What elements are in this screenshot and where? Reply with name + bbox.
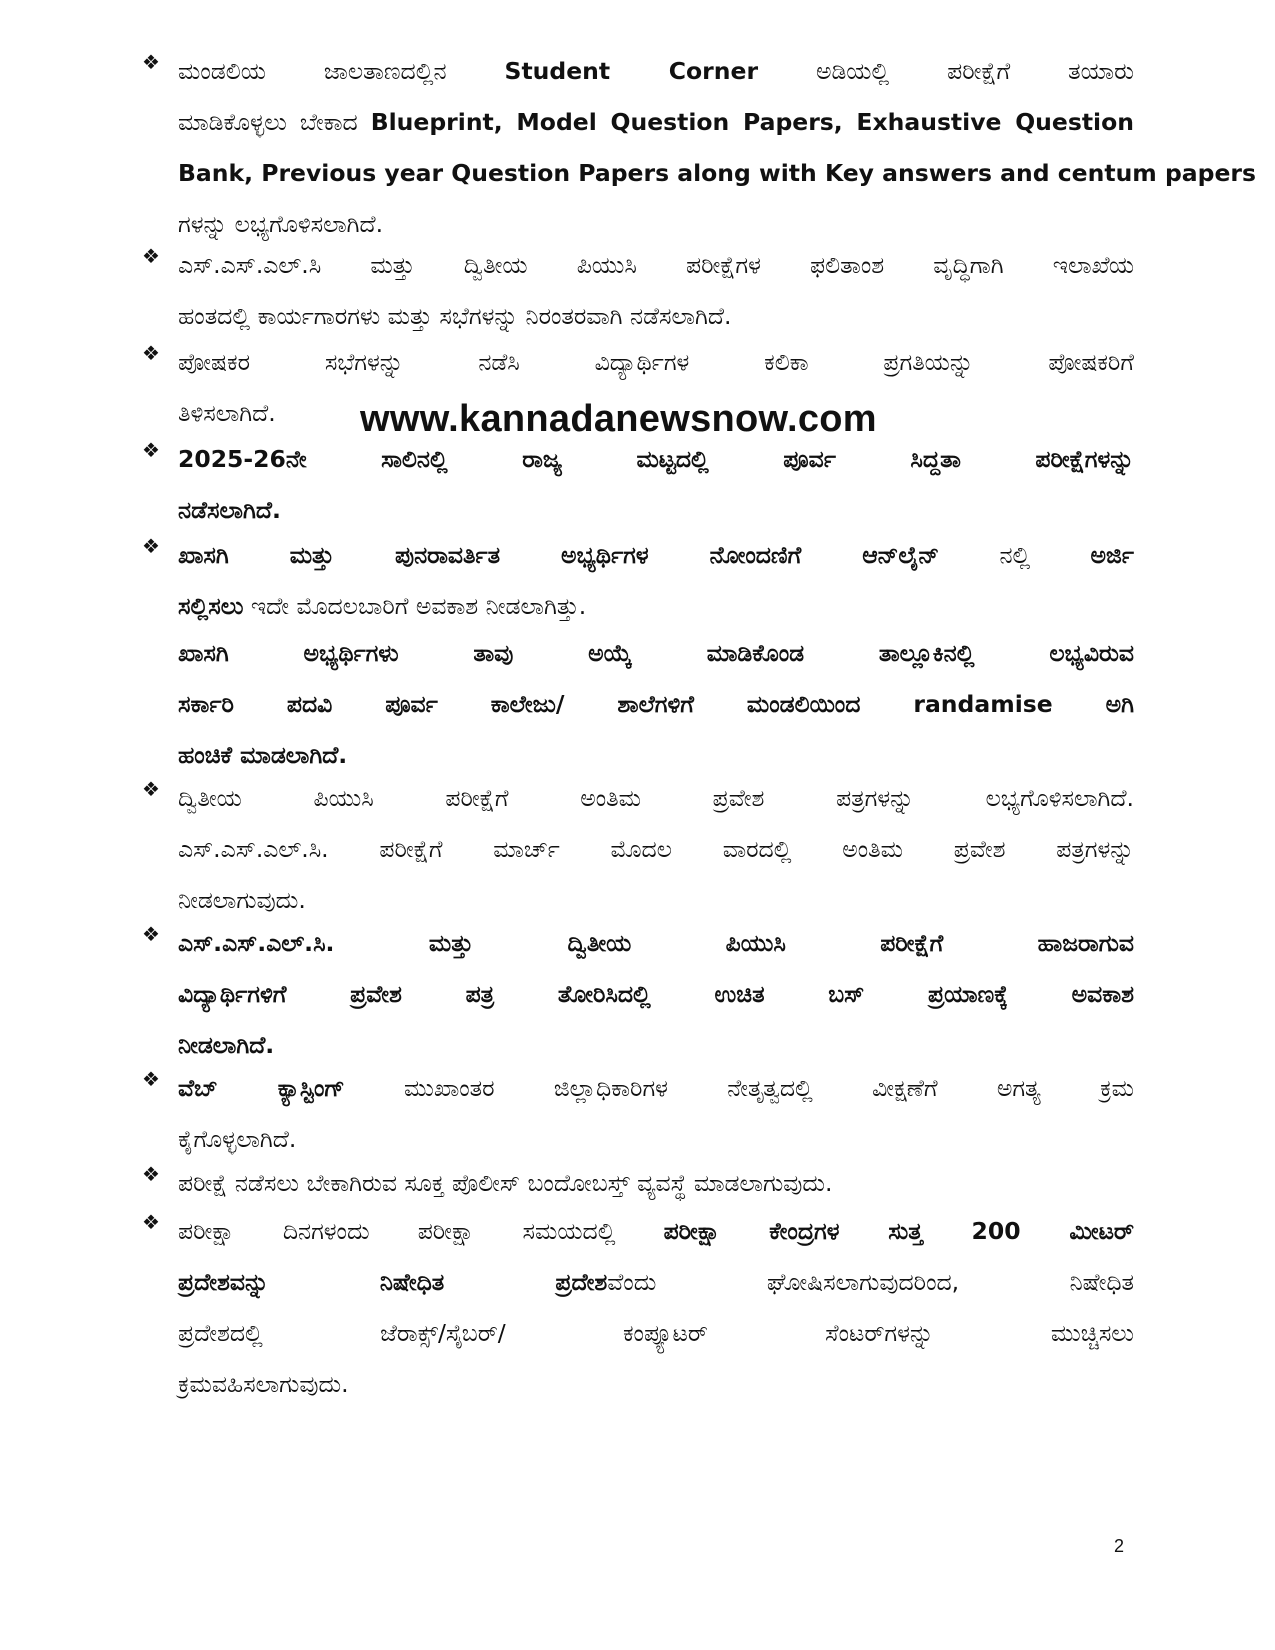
bold-text: ಖಾಸಗಿ ಮತ್ತು ಪುನರಾವರ್ತಿತ ಅಭ್ಯರ್ಥಿಗಳ ನೋಂದಣಿಗೆ ಆನ್‌ಲೈನ್	[178, 541, 940, 569]
text-run: ಕೈಗೊಳ್ಳಲಾಗಿದೆ.	[178, 1125, 297, 1153]
text-line	[178, 1158, 1134, 1209]
text-line	[178, 240, 1134, 291]
text-run: ಮಂಡಲಿಯ ಜಾಲತಾಣದಲ್ಲಿನ	[178, 57, 505, 85]
bold-text: ಸಲ್ಲಿಸಲು	[178, 592, 244, 620]
bold-text: ನಡೆಸಲಾಗಿದೆ.	[178, 496, 281, 524]
text-run: ಪೋಷಕರ ಸಭೆಗಳನ್ನು ನಡೆಸಿ ವಿದ್ಯಾರ್ಥಿಗಳ ಕಲಿಕಾ ಪ್ರಗತಿಯನ್ನು ಪೋಷಕರಿಗೆ	[178, 348, 1134, 376]
watermark: www.kannadanewsnow.com	[360, 398, 877, 440]
bullet-text	[178, 530, 1134, 632]
bullet-text	[178, 46, 1256, 250]
bullet-diamond-icon: ❖	[142, 244, 160, 268]
text-run: ಇದೇ ಮೊದಲಬಾರಿಗೆ ಅವಕಾಶ ನೀಡಲಾಗಿತ್ತು.	[243, 592, 587, 620]
bullet-diamond-icon: ❖	[142, 50, 160, 74]
bullet-text	[178, 240, 1134, 342]
text-line	[178, 148, 1256, 199]
bold-text: ಹಂಚಿಕೆ ಮಾಡಲಾಗಿದೆ.	[178, 741, 348, 769]
text-run: ಪರೀಕ್ಷಾ ದಿನಗಳಂದು ಪರೀಕ್ಷಾ ಸಮಯದಲ್ಲಿ	[178, 1217, 664, 1245]
text-line	[178, 730, 1134, 781]
text-line	[178, 1206, 1134, 1257]
text-run: ಅಡಿಯಲ್ಲಿ ಪರೀಕ್ಷೆಗೆ ತಯಾರು	[758, 57, 1134, 85]
text-line	[178, 530, 1134, 581]
bold-text: ನೀಡಲಾಗಿದೆ.	[178, 1031, 275, 1059]
text-line	[178, 485, 1134, 536]
text-line	[178, 1359, 1134, 1410]
bullet-text	[178, 1158, 1134, 1209]
bullet-diamond-icon: ❖	[142, 1067, 160, 1091]
text-run: ಎಸ್.ಎಸ್.ಎಲ್.ಸಿ ಮತ್ತು ದ್ವಿತೀಯ ಪಿಯುಸಿ ಪರೀಕ್ಷೆಗಳ ಫಲಿತಾಂಶ ವೃದ್ಧಿಗಾಗಿ ಇಲಾಖೆಯ	[178, 251, 1134, 279]
bullet-text	[178, 773, 1134, 926]
bold-text: Blueprint, Model Question Papers, Exhaustive Question	[370, 108, 1134, 136]
text-line	[178, 628, 1134, 679]
text-run: ವೆಂದು ಘೋಷಿಸಲಾಗುವುದರಿಂದ, ನಿಷೇಧಿತ	[607, 1268, 1134, 1296]
text-run: ಗಳನ್ನು ಲಭ್ಯಗೊಳಿಸಲಾಗಿದೆ.	[178, 210, 384, 238]
bullet-diamond-icon: ❖	[142, 922, 160, 946]
bold-text: ಪ್ರದೇಶವನ್ನು ನಿಷೇಧಿತ ಪ್ರದೇಶ	[178, 1268, 608, 1296]
bullet-diamond-icon: ❖	[142, 1162, 160, 1186]
text-line	[178, 337, 1134, 388]
page-number: 2	[1114, 1536, 1125, 1556]
text-run: ಹಂತದಲ್ಲಿ ಕಾರ್ಯಗಾರಗಳು ಮತ್ತು ಸಭೆಗಳನ್ನು ನಿರಂತರವಾಗಿ ನಡೆಸಲಾಗಿದೆ.	[178, 302, 732, 330]
bold-text: ವೆಬ್ ಕ್ಯಾಸ್ಟಿಂಗ್	[178, 1074, 345, 1102]
bold-text: ಖಾಸಗಿ ಅಭ್ಯರ್ಥಿಗಳು ತಾವು ಅಯ್ಕೆ ಮಾಡಿಕೊಂಡ ತಾಲ್ಲೂಕಿನಲ್ಲಿ ಲಭ್ಯವಿರುವ	[178, 639, 1134, 667]
text-run: ಎಸ್.ಎಸ್.ಎಲ್.ಸಿ. ಪರೀಕ್ಷೆಗೆ ಮಾರ್ಚ್ ಮೊದಲ ವಾರದಲ್ಲಿ ಅಂತಿಮ ಪ್ರವೇಶ ಪತ್ರಗಳನ್ನು	[178, 835, 1134, 863]
bold-text: 2025-26ನೇ ಸಾಲಿನಲ್ಲಿ ರಾಜ್ಯ ಮಟ್ಟದಲ್ಲಿ ಪೂರ್ವ ಸಿದ್ದತಾ ಪರೀಕ್ಷೆಗಳನ್ನು	[178, 445, 1134, 473]
bullet-text	[178, 918, 1134, 1071]
text-run: ದ್ವಿತೀಯ ಪಿಯುಸಿ ಪರೀಕ್ಷೆಗೆ ಅಂತಿಮ ಪ್ರವೇಶ ಪತ್ರಗಳನ್ನು ಲಭ್ಯಗೊಳಿಸಲಾಗಿದೆ.	[178, 784, 1134, 812]
bullet-diamond-icon: ❖	[142, 438, 160, 462]
text-line	[178, 46, 1134, 97]
bullet-diamond-icon: ❖	[142, 341, 160, 365]
text-line	[178, 434, 1134, 485]
bold-text: Bank, Previous year Question Papers along with Key answers and centum papers	[178, 159, 1256, 187]
bold-text: ಸರ್ಕಾರಿ ಪದವಿ ಪೂರ್ವ ಕಾಲೇಜು/ ಶಾಲೆಗಳಿಗೆ ಮಂಡಲಿಯಿಂದ randamise ಅಗಿ	[178, 690, 1134, 718]
bullet-diamond-icon: ❖	[142, 1210, 160, 1234]
text-run: ಪ್ರದೇಶದಲ್ಲಿ ಜೆರಾಕ್ಸ್/ಸೈಬರ್/ ಕಂಪ್ಯೂಟರ್ ಸೆಂಟರ್‌ಗಳನ್ನು ಮುಚ್ಚಿಸಲು	[178, 1319, 1134, 1347]
text-run: ಕ್ರಮವಹಿಸಲಾಗುವುದು.	[178, 1370, 349, 1398]
text-line	[178, 969, 1134, 1020]
bullet-text	[178, 1063, 1134, 1165]
bullet-diamond-icon: ❖	[142, 534, 160, 558]
bold-text: ಅರ್ಜಿ	[1090, 541, 1134, 569]
bullet-text	[178, 1206, 1134, 1410]
text-line	[178, 918, 1134, 969]
text-run: ಮಾಡಿಕೊಳ್ಳಲು ಬೇಕಾದ	[178, 108, 371, 136]
text-run: ನೀಡಲಾಗುವುದು.	[178, 886, 306, 914]
text-run: ನಲ್ಲಿ	[939, 541, 1091, 569]
text-line	[178, 1308, 1134, 1359]
bold-text: ವಿದ್ಯಾರ್ಥಿಗಳಿಗೆ ಪ್ರವೇಶ ಪತ್ರ ತೋರಿಸಿದಲ್ಲಿ ಉಚಿತ ಬಸ್ ಪ್ರಯಾಣಕ್ಕೆ ಅವಕಾಶ	[178, 980, 1134, 1008]
sub-paragraph	[178, 628, 1134, 781]
bullet-diamond-icon: ❖	[142, 777, 160, 801]
bold-text: ಪರೀಕ್ಷಾ ಕೇಂದ್ರಗಳ ಸುತ್ತ 200 ಮೀಟರ್	[663, 1217, 1134, 1245]
text-line	[178, 1063, 1134, 1114]
text-line	[178, 97, 1134, 148]
text-run: ತಿಳಿಸಲಾಗಿದೆ.	[178, 399, 276, 427]
bold-text: Student Corner	[504, 57, 759, 85]
text-line	[178, 679, 1134, 730]
bullet-text	[178, 434, 1134, 536]
bold-text: ಎಸ್.ಎಸ್.ಎಲ್.ಸಿ. ಮತ್ತು ದ್ವಿತೀಯ ಪಿಯುಸಿ ಪರೀಕ್ಷೆಗೆ ಹಾಜರಾಗುವ	[178, 929, 1134, 957]
text-run: ಪರೀಕ್ಷೆ ನಡೆಸಲು ಬೇಕಾಗಿರುವ ಸೂಕ್ತ ಪೊಲೀಸ್ ಬಂದೋಬಸ್ತ್ ವ್ಯವಸ್ಥೆ ಮಾಡಲಾಗುವುದು.	[178, 1169, 833, 1197]
text-line	[178, 291, 1134, 342]
text-line	[178, 824, 1134, 875]
text-line	[178, 581, 1134, 632]
text-line	[178, 1257, 1134, 1308]
text-run: ಮುಖಾಂತರ ಜಿಲ್ಲಾಧಿಕಾರಿಗಳ ನೇತೃತ್ವದಲ್ಲಿ ವೀಕ್ಷಣೆಗೆ ಅಗತ್ಯ ಕ್ರಮ	[344, 1074, 1134, 1102]
